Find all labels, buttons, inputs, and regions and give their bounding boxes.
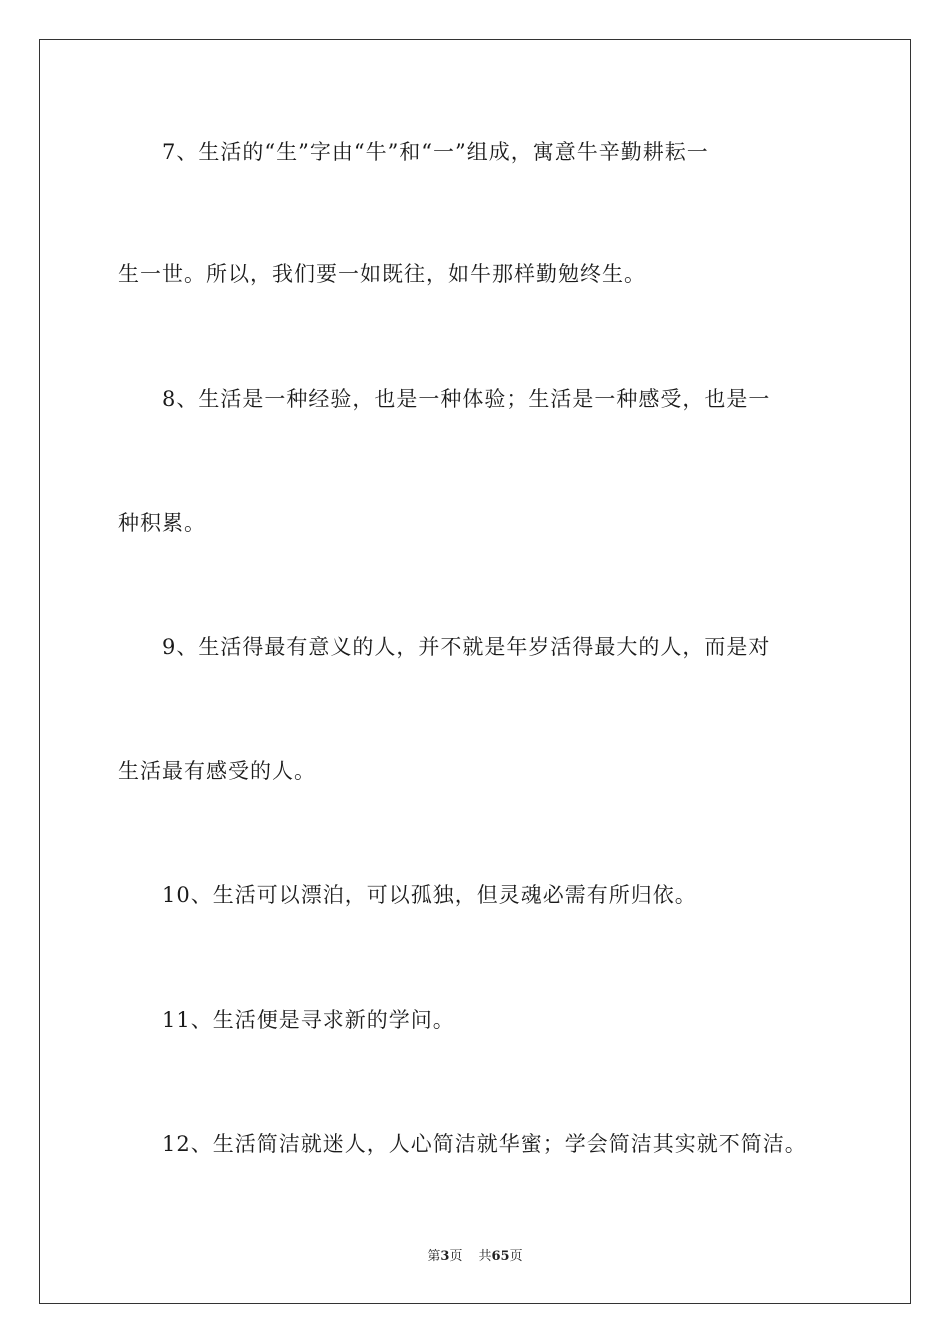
page-suffix: 页 (449, 1249, 463, 1264)
total-pages: 65 (491, 1249, 510, 1264)
paragraph-7-line-1: 7、生活的“生”字由“牛”和“一”组成，寓意牛辛勤耕耘一 (162, 140, 709, 164)
page-footer (0, 1247, 950, 1267)
page-number: 3 (440, 1249, 450, 1264)
paragraph-8-line-1: 8、生活是一种经验，也是一种体验；生活是一种感受，也是一 (162, 387, 771, 411)
paragraph-8-line-2: 种积累。 (118, 511, 206, 535)
total-prefix: 共 (478, 1249, 492, 1264)
paragraph-12: 12、生活简洁就迷人，人心简洁就华蜜；学会简洁其实就不简洁。 (162, 1132, 807, 1156)
paragraph-11: 11、生活便是寻求新的学问。 (162, 1008, 455, 1032)
paragraph-10: 10、生活可以漂泊，可以孤独，但灵魂必需有所归依。 (162, 883, 697, 907)
paragraph-9-line-1: 9、生活得最有意义的人，并不就是年岁活得最大的人，而是对 (162, 635, 771, 659)
page-border (39, 39, 911, 1304)
page-prefix: 第 (427, 1249, 441, 1264)
paragraph-7-line-2: 生一世。所以，我们要一如既往，如牛那样勤勉终生。 (118, 262, 646, 286)
paragraph-9-line-2: 生活最有感受的人。 (118, 759, 316, 783)
total-suffix: 页 (509, 1249, 523, 1264)
